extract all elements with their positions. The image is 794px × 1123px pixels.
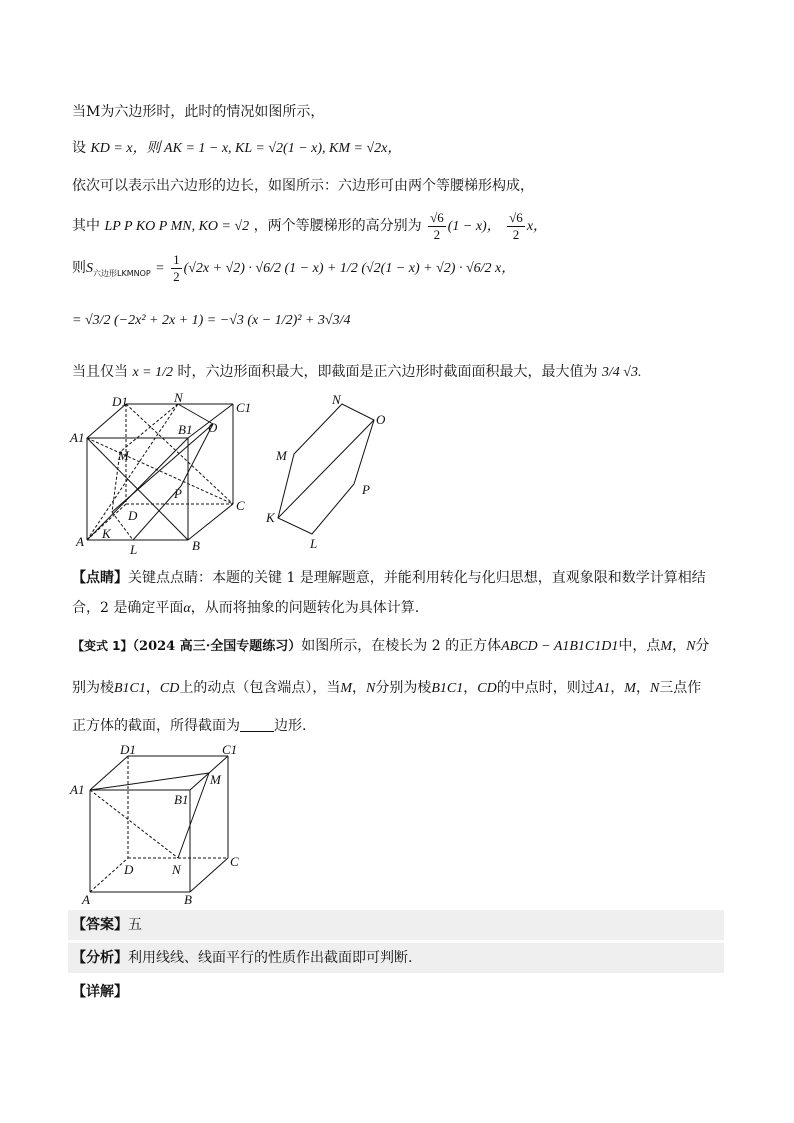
variant-text-2g: 的中点时，则过	[496, 680, 595, 696]
variant-source: （2024 高三·全国专题练习）	[132, 639, 302, 654]
cube-figure	[68, 740, 248, 906]
text-line-4	[72, 208, 547, 245]
dianjing-text-1: 关键点点睛：本题的关键 1 是理解题意，并能利用转化与化归思想，直观象限和数学计算相结	[128, 570, 706, 586]
answer-value: 五	[128, 917, 142, 933]
analysis-text: 利用线线、线面平行的性质作出截面即可判断.	[128, 950, 413, 966]
variant-text-2f: ，	[463, 680, 478, 696]
line4-mid: ，两个等腰梯形的高分别为	[253, 218, 422, 234]
height-fraction-1: $\frac{√6}{2}$	[430, 209, 444, 242]
line5-math: (√2x + √2) · √6/2 (1 − x) + 1/2 (√2(1 − x) + √2) · √6/2 x，	[183, 261, 516, 276]
hex-label-N: N	[332, 392, 341, 407]
dianjing-text-2a: 合，2 是确定平面	[72, 600, 184, 616]
detail-label: 【详解】	[72, 984, 128, 1000]
label-A1: A1	[70, 430, 85, 445]
cube-label-D: D	[124, 862, 134, 877]
height-fraction-2: $\frac{√6}{2}$	[509, 209, 523, 242]
cube-label-M: M	[210, 772, 221, 787]
text-line-2	[72, 138, 401, 159]
line1-text: 当M为六边形时，此时的情况如图所示，	[72, 104, 325, 120]
variant-text-2d: ，	[352, 680, 367, 696]
analysis-line	[72, 948, 412, 968]
area-equals: =	[155, 261, 165, 276]
area-subscript: 六边形LKMNOP	[93, 269, 151, 278]
label-K: K	[102, 526, 111, 541]
cube-label-N: N	[172, 862, 181, 877]
label-D: D	[128, 508, 138, 523]
variant-label: 【变式 1】	[72, 639, 133, 653]
label-B: B	[192, 538, 200, 553]
cube-hexagon-figure	[68, 392, 268, 554]
height-1-tail: (1 − x)，	[447, 219, 501, 234]
edge-CD: CD	[159, 681, 180, 696]
variant-text-2i: ，	[635, 680, 650, 696]
detail-line	[72, 982, 128, 1002]
variant-text-2j: 三点作	[659, 680, 702, 696]
line2-math: KD = x，则 AK = 1 − x, KL = √2(1 − x), KM = √2x，	[90, 141, 402, 156]
label-A: A	[76, 534, 84, 549]
label-C: C	[236, 498, 245, 513]
hex-label-K: K	[266, 510, 275, 525]
edge-B1C1: B1C1	[114, 681, 146, 696]
answer-row	[68, 910, 724, 940]
answer-line	[72, 915, 142, 935]
label-O: O	[208, 420, 218, 435]
label-P: P	[174, 486, 182, 501]
point-N-2: N	[366, 681, 376, 696]
cube-name: ABCD − A1B1C1D1	[501, 639, 619, 654]
line7-math: x = 1/2	[132, 365, 174, 380]
variant-text-1c: ，	[672, 638, 687, 654]
variant-text-1b: 中，点	[618, 638, 661, 654]
point-N-3: N	[649, 681, 660, 696]
line6-math: = √3/2 (−2x² + 2x + 1) = −√3 (x − 1/2)² + 3√3/4	[72, 313, 351, 328]
variant-text-1d: 分	[695, 638, 710, 654]
answer-blank	[240, 717, 274, 732]
variant-text-2b: ，	[145, 680, 160, 696]
variant-text-2e: 分别为棱	[375, 680, 432, 696]
variant-text-1a: 如图所示，在棱长为 2 的正方体	[301, 638, 502, 654]
variant-text-3a: 正方体的截面，所得截面为	[72, 718, 240, 734]
variant-text-2a: 别为棱	[72, 680, 114, 696]
text-line-6	[72, 302, 350, 339]
point-M-3: M	[624, 681, 636, 696]
line4-math: LP P KO P MN, KO = √2	[104, 219, 250, 234]
line2-prefix: 设	[72, 140, 86, 156]
label-L: L	[130, 542, 138, 554]
point-A1: A1	[594, 681, 611, 696]
alpha-symbol: α	[183, 601, 191, 616]
edge-B1C1-2: B1C1	[431, 681, 464, 696]
variant-line-2	[72, 678, 701, 699]
line7-prefix: 当且仅当	[72, 364, 128, 380]
hex-label-L: L	[310, 536, 318, 551]
dianjing-paragraph	[72, 568, 722, 588]
label-M: M	[118, 448, 129, 463]
dianjing-paragraph-2	[72, 598, 419, 619]
text-line-5	[72, 250, 515, 292]
line4-prefix: 其中	[72, 218, 100, 234]
point-M: M	[660, 639, 673, 654]
variant-text-2c: 上的动点（包含端点），当	[179, 680, 341, 696]
variant-text-3b: 边形.	[274, 718, 307, 734]
hex-label-P: P	[362, 482, 370, 497]
cube-label-B1: B1	[174, 792, 189, 807]
cube-label-A: A	[82, 892, 90, 906]
cube-label-D1: D1	[120, 742, 136, 757]
label-B1: B1	[178, 422, 193, 437]
variant-text-2h: ，	[610, 680, 625, 696]
point-N: N	[686, 639, 696, 654]
cube-label-B: B	[184, 892, 192, 906]
text-line-3	[72, 176, 534, 196]
line7-value: 3/4 √3.	[601, 365, 642, 380]
label-D1: D1	[112, 394, 128, 409]
text-line-1	[72, 102, 324, 122]
cube-label-C: C	[230, 854, 239, 869]
cube-label-A1: A1	[70, 782, 85, 797]
line7-mid: 时，六边形面积最大，即截面是正六边形时截面面积最大，最大值为	[177, 364, 598, 380]
answer-label: 【答案】	[72, 917, 128, 933]
edge-CD-2: CD	[477, 681, 497, 696]
analysis-label: 【分析】	[72, 950, 128, 966]
text-line-7	[72, 354, 642, 391]
variant-line-3	[72, 716, 306, 736]
point-M-2: M	[340, 681, 353, 696]
hex-label-M: M	[276, 448, 287, 463]
label-C1: C1	[236, 400, 252, 415]
cube-label-C1: C1	[222, 742, 238, 757]
label-N: N	[174, 392, 183, 405]
line5-prefix: 则	[72, 260, 86, 276]
dianjing-text-2b: ，从而将抽象的问题转化为具体计算.	[190, 600, 420, 616]
dianjing-label: 【点睛】	[72, 570, 128, 586]
area-symbol: S	[86, 261, 93, 276]
height-2-tail: x，	[526, 219, 548, 234]
hex-label-O: O	[376, 412, 386, 427]
hexagon-figure	[262, 392, 402, 554]
variant-line-1	[72, 636, 709, 657]
line3-text: 依次可以表示出六边形的边长，如图所示：六边形可由两个等腰梯形构成，	[72, 178, 534, 194]
half-fraction: $\frac{1}{2}$	[173, 251, 180, 284]
